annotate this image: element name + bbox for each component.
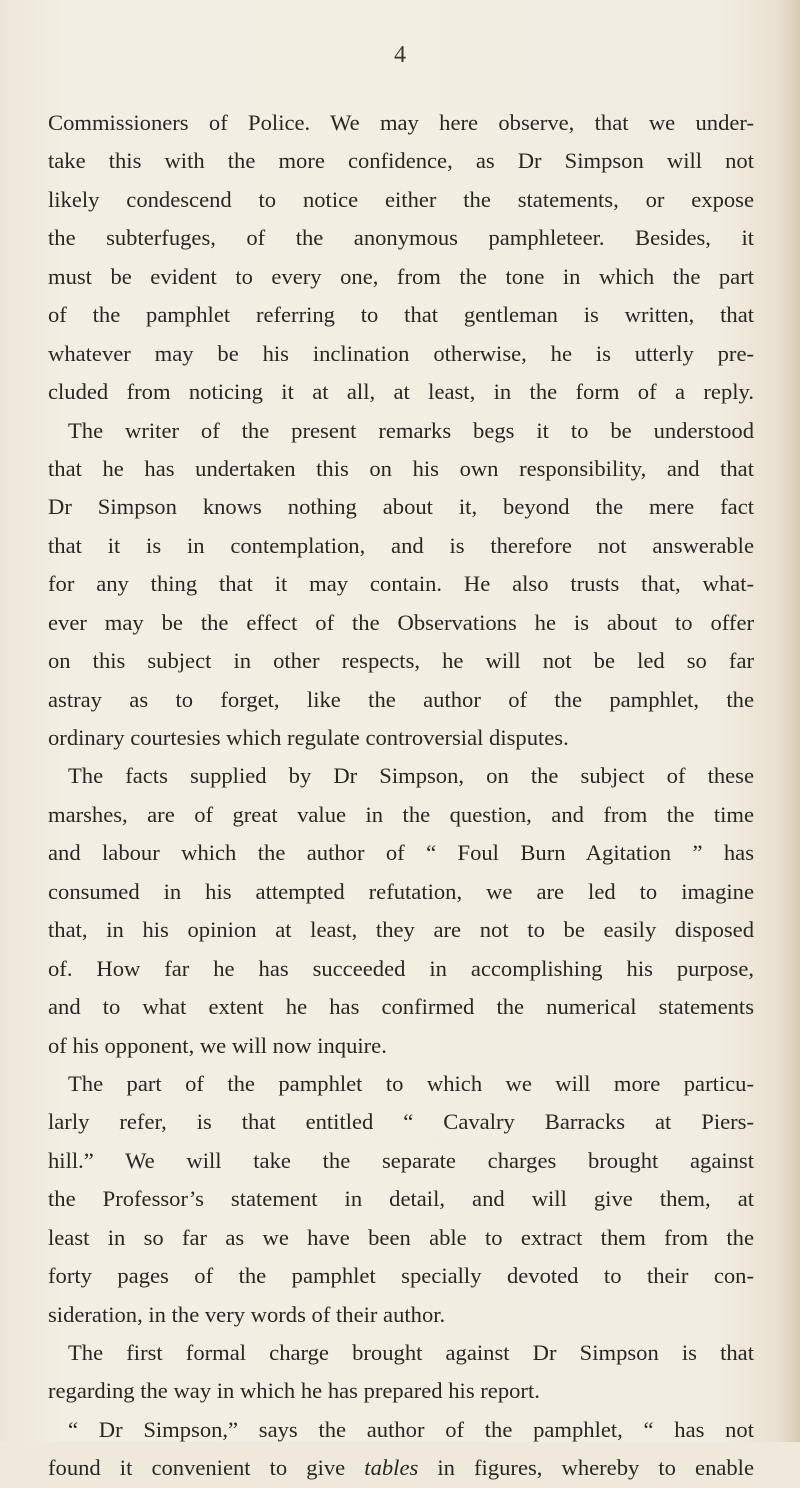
text-line: that it is in contemplation, and is therefore not answerable: [48, 532, 754, 558]
text-line: ever may be the effect of the Observations he is about to offer: [48, 609, 754, 635]
text-line: and labour which the author of “ Foul Burn Agitation ” has: [48, 840, 754, 866]
final-line-after: in figures, whereby to enable: [418, 1455, 754, 1481]
text-line: that he has undertaken this on his own responsibility, and that: [48, 455, 754, 481]
text-line: the Professor’s statement in detail, and will give them, at: [48, 1186, 754, 1212]
text-line: The part of the pamphlet to which we will more particu-: [68, 1070, 754, 1096]
text-line: The writer of the present remarks begs it to be understood: [68, 417, 754, 443]
text-line: that, in his opinion at least, they are not to be easily disposed: [48, 917, 754, 943]
text-line: of his opponent, we will now inquire.: [48, 1032, 387, 1058]
text-line: forty pages of the pamphlet specially devoted to their con-: [48, 1263, 754, 1289]
text-line: The first formal charge brought against Dr Simpson is that: [68, 1340, 754, 1365]
text-line: cluded from noticing it at all, at least, in the form of a reply.: [48, 379, 754, 405]
text-line: must be evident to every one, from the tone in which the part: [48, 263, 754, 289]
text-line: hill.” We will take the separate charges brought against: [48, 1147, 754, 1173]
text-line: regarding the way in which he has prepared his report.: [48, 1378, 540, 1404]
text-line: least in so far as we have been able to extract them from the: [48, 1224, 754, 1250]
text-line: take this with the more confidence, as Dr Simpson will not: [48, 148, 754, 174]
text-line: the subterfuges, of the anonymous pamphleteer. Besides, it: [48, 225, 754, 251]
text-line: on this subject in other respects, he will not be led so far: [48, 648, 754, 674]
text-line: of. How far he has succeeded in accomplishing his purpose,: [48, 955, 754, 981]
text-line: The facts supplied by Dr Simpson, on the subject of these: [68, 763, 754, 789]
text-line: sideration, in the very words of their author.: [48, 1301, 446, 1327]
text-line: “ Dr Simpson,” says the author of the pamphlet, “ has not: [68, 1416, 754, 1442]
text-line: larly refer, is that entitled “ Cavalry Barracks at Piers-: [48, 1109, 754, 1135]
text-line: consumed in his attempted refutation, we are led to imagine: [48, 878, 754, 904]
text-line: Commissioners of Police. We may here observe, that we under-: [48, 110, 754, 135]
final-line-before: found it convenient to give: [48, 1455, 365, 1481]
text-line: ordinary courtesies which regulate controversial disputes.: [48, 725, 569, 750]
text-line: and to what extent he has confirmed the numerical statements: [48, 994, 754, 1020]
text-line: of the pamphlet referring to that gentleman is written, that: [48, 302, 754, 328]
italic-word-tables: tables: [364, 1455, 419, 1481]
text-line: astray as to forget, like the author of the pamphlet, the: [48, 686, 754, 712]
text-line: [48, 1449, 754, 1487]
text-line: marshes, are of great value in the question, and from the time: [48, 801, 754, 827]
text-line: for any thing that it may contain. He also trusts that, what-: [48, 571, 754, 597]
page-number: 4: [394, 42, 406, 68]
text-line: likely condescend to notice either the statements, or expose: [48, 186, 754, 212]
text-line: whatever may be his inclination otherwise, he is utterly pre-: [48, 340, 754, 366]
body-text: [48, 104, 754, 1488]
text-line: Dr Simpson knows nothing about it, beyond the mere fact: [48, 494, 754, 520]
